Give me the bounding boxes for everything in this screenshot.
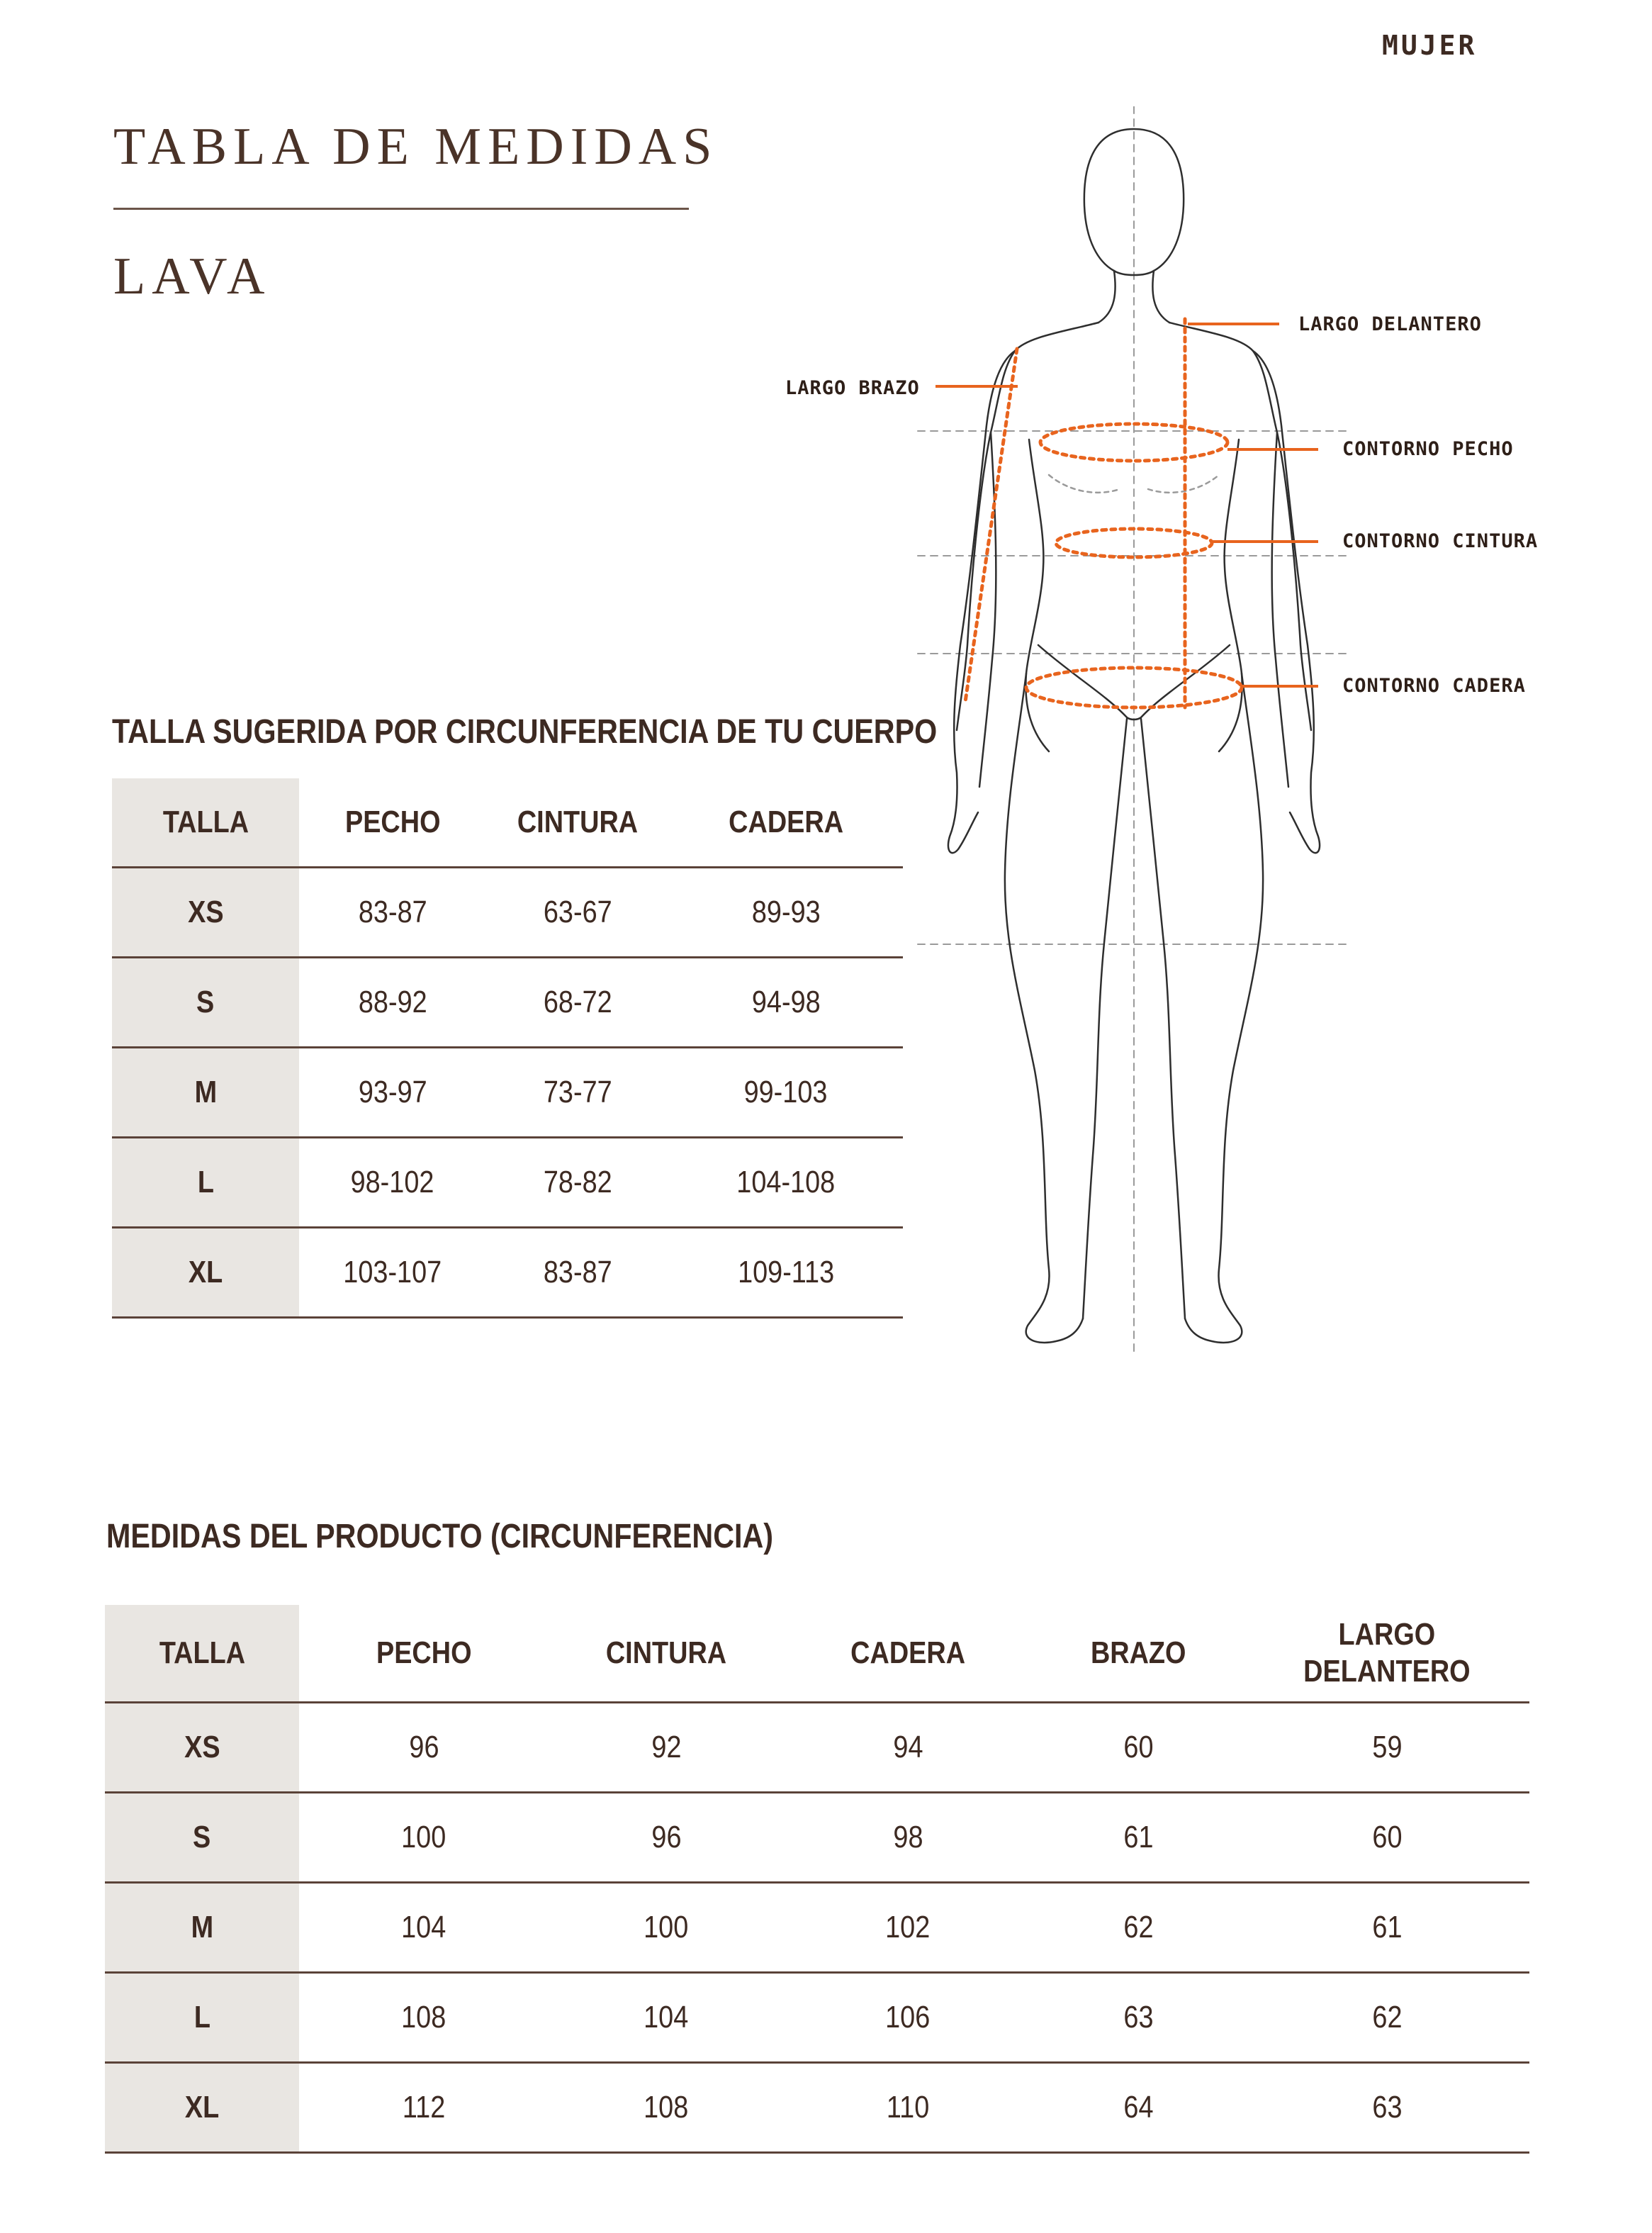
table-cell: 96 — [549, 1793, 784, 1883]
column-header: CADERA — [669, 778, 903, 868]
table-row — [112, 868, 903, 958]
size-cell: S — [105, 1793, 299, 1883]
table-row — [112, 1048, 903, 1138]
table-cell: 63-67 — [486, 868, 669, 958]
table-row — [105, 1793, 1529, 1883]
table-row — [112, 1228, 903, 1318]
label-largo-brazo: LARGO BRAZO — [785, 377, 920, 399]
table-cell: 62 — [1244, 1973, 1529, 2063]
table-cell: 68-72 — [486, 958, 669, 1048]
table-row — [105, 1973, 1529, 2063]
column-header: PECHO — [299, 778, 486, 868]
table-row — [112, 958, 903, 1048]
label-largo-delantero: LARGO DELANTERO — [1298, 313, 1482, 335]
table-cell: 104-108 — [669, 1138, 903, 1228]
column-header: CINTURA — [486, 778, 669, 868]
table-cell: 63 — [1032, 1973, 1244, 2063]
table-cell: 96 — [299, 1703, 549, 1793]
table-cell: 106 — [784, 1973, 1032, 2063]
table-cell: 61 — [1032, 1793, 1244, 1883]
column-header: CADERA — [784, 1605, 1032, 1703]
table-cell: 108 — [299, 1973, 549, 2063]
table-cell: 100 — [299, 1793, 549, 1883]
label-contorno-pecho: CONTORNO PECHO — [1342, 438, 1514, 460]
table-cell: 92 — [549, 1703, 784, 1793]
table-cell: 64 — [1032, 2063, 1244, 2153]
table-cell: 110 — [784, 2063, 1032, 2153]
table-row — [105, 2063, 1529, 2153]
label-contorno-cadera: CONTORNO CADERA — [1342, 675, 1526, 697]
table-cell: 103-107 — [299, 1228, 486, 1318]
size-cell: XL — [105, 2063, 299, 2153]
table-cell: 93-97 — [299, 1048, 486, 1138]
size-cell: XL — [112, 1228, 299, 1318]
table-cell: 94 — [784, 1703, 1032, 1793]
column-header: CINTURA — [549, 1605, 784, 1703]
table-cell: 89-93 — [669, 868, 903, 958]
table-cell: 98 — [784, 1793, 1032, 1883]
table-cell: 63 — [1244, 2063, 1529, 2153]
column-header: TALLA — [112, 778, 299, 868]
product-name: LAVA — [113, 247, 271, 306]
table-cell: 60 — [1032, 1703, 1244, 1793]
title-divider — [113, 208, 689, 210]
table-cell: 60 — [1244, 1793, 1529, 1883]
table-cell: 62 — [1032, 1883, 1244, 1973]
table-row — [112, 1138, 903, 1228]
table-cell: 83-87 — [299, 868, 486, 958]
size-cell: M — [112, 1048, 299, 1138]
table-cell: 73-77 — [486, 1048, 669, 1138]
table-cell: 98-102 — [299, 1138, 486, 1228]
product-size-table-title: MEDIDAS DEL PRODUCTO (CIRCUNFERENCIA) — [106, 1518, 774, 1555]
table-cell: 112 — [299, 2063, 549, 2153]
body-size-table-title: TALLA SUGERIDA POR CIRCUNFERENCIA DE TU CUERPO — [112, 713, 938, 751]
table-cell: 59 — [1244, 1703, 1529, 1793]
size-cell: XS — [105, 1703, 299, 1793]
table-cell: 102 — [784, 1883, 1032, 1973]
product-size-table — [105, 1605, 1529, 2154]
table-header-row — [112, 778, 903, 868]
table-cell: 104 — [299, 1883, 549, 1973]
table-cell: 61 — [1244, 1883, 1529, 1973]
column-header: BRAZO — [1032, 1605, 1244, 1703]
table-header-row — [105, 1605, 1529, 1703]
size-cell: XS — [112, 868, 299, 958]
size-cell: S — [112, 958, 299, 1048]
size-cell: L — [105, 1973, 299, 2063]
column-header — [1244, 1605, 1529, 1703]
table-cell: 78-82 — [486, 1138, 669, 1228]
body-size-table — [112, 778, 903, 1319]
header-line: LARGO — [1338, 1617, 1436, 1652]
header-line: DELANTERO — [1303, 1654, 1471, 1689]
table-cell: 108 — [549, 2063, 784, 2153]
table-cell: 109-113 — [669, 1228, 903, 1318]
table-cell: 94-98 — [669, 958, 903, 1048]
size-cell: M — [105, 1883, 299, 1973]
table-cell: 99-103 — [669, 1048, 903, 1138]
page-title: TABLA DE MEDIDAS — [113, 118, 719, 176]
table-cell: 88-92 — [299, 958, 486, 1048]
table-cell: 104 — [549, 1973, 784, 2063]
table-row — [105, 1703, 1529, 1793]
label-contorno-cintura: CONTORNO CINTURA — [1342, 530, 1539, 552]
column-header: PECHO — [299, 1605, 549, 1703]
table-cell: 100 — [549, 1883, 784, 1973]
gender-label: MUJER — [1382, 30, 1478, 61]
table-row — [105, 1883, 1529, 1973]
table-cell: 83-87 — [486, 1228, 669, 1318]
size-cell: L — [112, 1138, 299, 1228]
column-header: TALLA — [105, 1605, 299, 1703]
